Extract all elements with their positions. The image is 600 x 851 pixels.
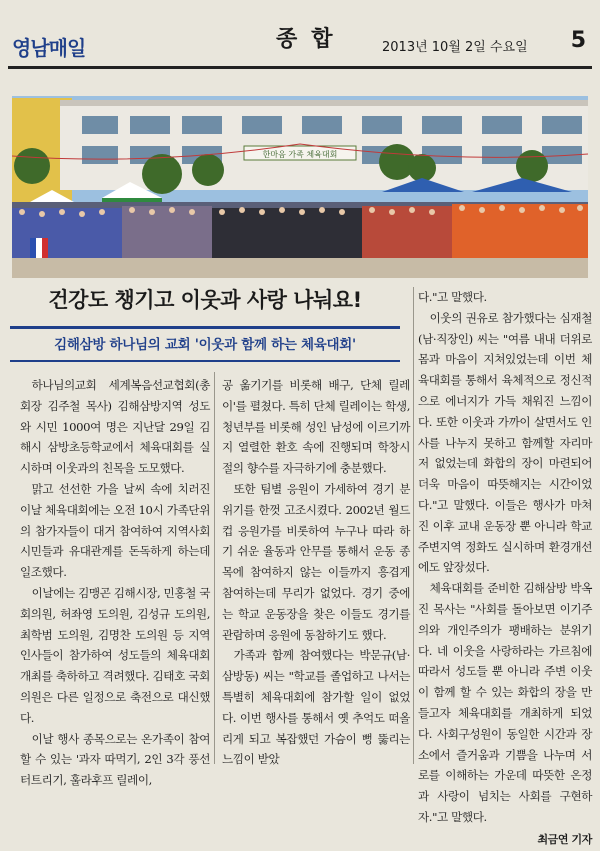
masthead [8, 22, 592, 66]
column-divider [413, 287, 414, 764]
article-headline: 건강도 챙기고 이웃과 사랑 나눠요! [48, 288, 362, 312]
photo-illustration [12, 96, 588, 278]
column-divider [214, 372, 215, 764]
paragraph: 체육대회를 준비한 김해삼방 박옥진 목사는 "사회를 돌아보면 이기주의와 개인주의가 팽배하는 분위기다. 네 이웃을 사랑하라는 가르침에 따라서 성도들 뿐 아니라 주변 이웃이 함께 할 수 있는 화합의 장을 만들고자 체육대회를 개최하게 되었다. 사회구성원이 동일한 시간과 장소에서 즐거움과 기쁨을 나누며 서로를 이해하는 가운데 따뜻한 온정과 사랑이 넘치는 사회를 구현하자."고 말했다. [418, 581, 592, 824]
paragraph: 이날에는 김맹곤 김해시장, 민홍철 국회의원, 허좌영 도의원, 김성규 도의원, 최학범 도의원, 김명찬 도의원 등 지역 인사들이 참가하여 성도들의 체육대회 개최를 축하하고 격려했다. 김태호 국회의원은 다른 일정으로 축전으로 대신했다. [20, 585, 211, 725]
newspaper-logo: 영남매일 [12, 36, 86, 60]
paragraph: 하나님의교회 세계복음선교협회(총회장 김주철 목사) 김해삼방지역 성도와 시민 1000여 명은 지난달 29일 김해시 삼방초등학교에서 체육대회를 실시하며 이웃과의 친목을 도모했다. [20, 378, 210, 476]
paragraph: 이날 행사 종목으로는 온가족이 참여할 수 있는 '과자 따먹기, 2인 3각 풍선 터트리기, 훌라후프 릴레이, [20, 731, 210, 788]
paragraph: 이웃의 권유로 참가했다는 심재철(남·직장인) 씨는 "여름 내내 더위로 몸과 마음이 지쳐있었는데 이번 체육대회를 통해서 육체적으로 정신적으로 에너지가 가득 채워진 느낌이다. 또한 이웃과 가까이 살면서도 인사를 나누지 못하고 함께할 자리마저 없었는데 화합의 장이 마련되어 더욱 마음이 따뜻해지는 시간이었다."고 말했다. 이들은 행사가 마쳐진 이후 교내 운동장 뿐 아니라 학교주변지역 정화도 실시하며 환경개선에도 앞장섰다. [418, 310, 592, 575]
subhead-rule-bottom [10, 360, 400, 362]
paragraph: 가족과 함께 참여했다는 박문규(남·삼방동) 씨는 "학교를 졸업하고 나서는 특별히 체육대회에 참가할 일이 없었다. 이번 행사를 통해서 옛 추억도 떠올리게 되고 복잡했던 가슴이 뻥 뚫리는 느낌이 받았 [222, 648, 410, 767]
page-number: 5 [570, 28, 586, 53]
article-subheadline: 김해삼방 하나님의 교회 '이웃과 함께 하는 체육대회' [54, 337, 356, 353]
article-column-1 [20, 375, 210, 791]
issue-date: 2013년 10월 2일 수요일 [382, 40, 528, 55]
paragraph: 또한 팀별 응원이 가세하여 경기 분위기를 한껏 고조시켰다. 2002년 월드컵 응원가를 비롯하여 누구나 따라 하기 쉬운 율동과 안무를 통해서 운동 종목에 참여하지 않는 이들까지 흥겹게 참여하는데 무리가 없었다. 경기 중에는 학교 운동장을 찾은 이들도 경기를 관람하며 응원에 동참하기도 했다. [222, 481, 410, 642]
paragraph: 맑고 선선한 가을 날씨 속에 치러진 이날 체육대회에는 오전 10시 가족단위의 참가자들이 대거 참여하여 지역사회 시민들과 유대관계를 돈독하게 하는데 일조했다. [20, 481, 210, 580]
photo-banner-text: 한마음 가족 체육대회 [262, 150, 338, 159]
header-rule [8, 66, 592, 69]
article-column-3 [418, 287, 592, 851]
event-photo [12, 96, 588, 278]
paragraph: 다."고 말했다. [418, 290, 487, 304]
article-column-2 [222, 375, 410, 770]
paragraph: 공 옮기기를 비롯해 배구, 단체 릴레이'를 펼쳤다. 특히 단체 릴레이는 학생, 청년부를 비롯해 성인 남성에 이르기까지 열렬한 환호 속에 진행되며 학창시절의 향수를 자극하기에 충분했다. [222, 378, 410, 476]
article-byline: 최금연 기자 [537, 832, 592, 846]
subhead-rule-top [10, 326, 400, 329]
section-title: 종합 [276, 27, 347, 52]
